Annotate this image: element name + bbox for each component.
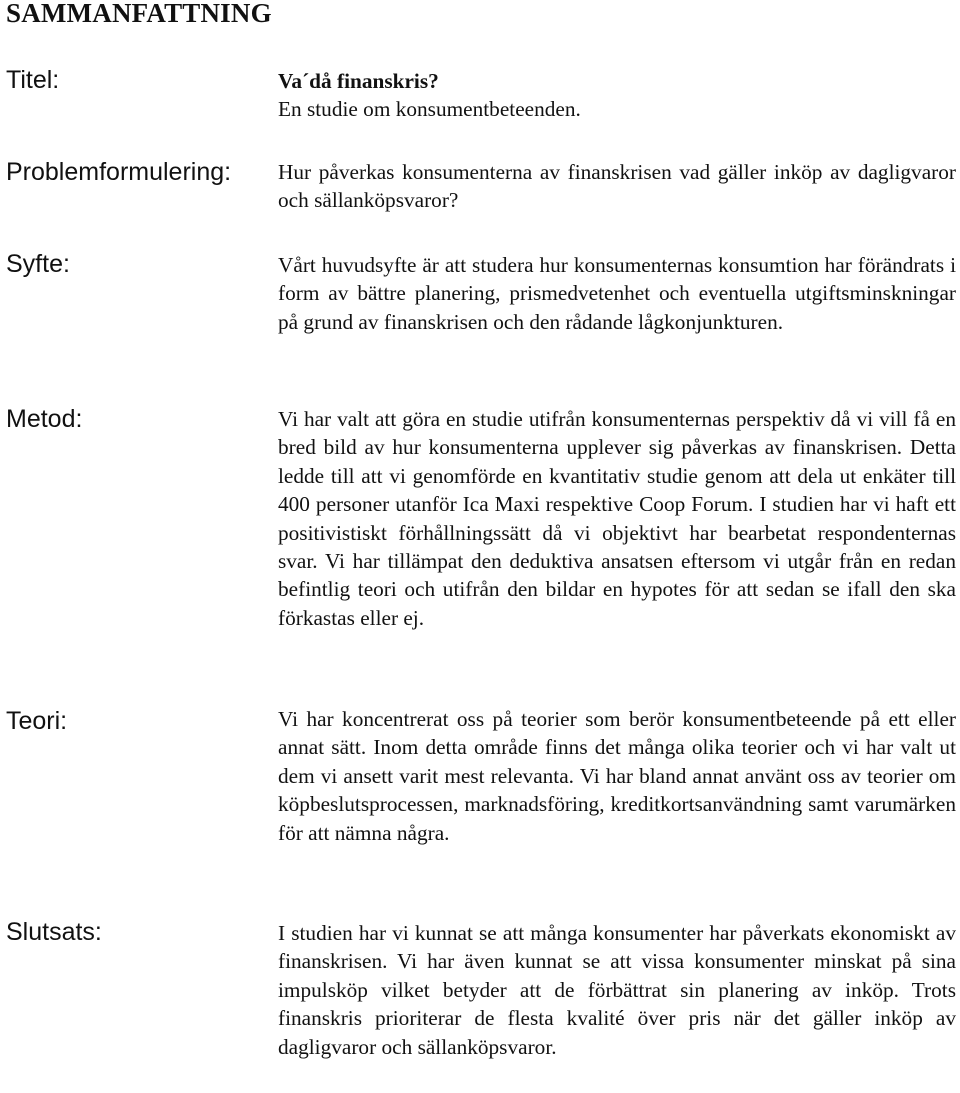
label-titel: Titel: bbox=[6, 66, 60, 94]
slutsats-text: I studien har vi kunnat se att många konsumenter har påverkats ekonomiskt av finanskrisen. Vi har även kunnat se att vissa konsumenter minskat på sina impulsköp vilket betyder att de förbättrat sin planering av inköp. Trots finanskris prioriterar de flesta kvalité över pris när det gäller inköp av dagligvaror och sällanköpsvaror. bbox=[278, 921, 956, 1059]
teori-text: Vi har koncentrerat oss på teorier som berör konsumentbeteende på ett eller annat sätt. Inom detta område finns det många olika teorier och vi har valt ut dem vi ansett varit mest relevanta. Vi har bland annat använt oss av teorier om köpbeslutsprocessen, marknadsföring, kreditkortsanvändning samt varumärken för att nämna några. bbox=[278, 707, 956, 845]
label-slutsats: Slutsats: bbox=[6, 918, 102, 946]
problem-text: Hur påverkas konsumenterna av finanskrisen vad gäller inköp av dagligvaror och sällanköpsvaror? bbox=[278, 160, 956, 213]
label-teori: Teori: bbox=[6, 707, 68, 735]
metod-text: Vi har valt att göra en studie utifrån konsumenternas perspektiv då vi vill få en bred bild av hur konsumenterna upplever sig påverkas av finanskrisen. Detta ledde till att vi genomförde en kvantitativ studie genom att dela ut enkäter till 400 personer utanför Ica Maxi respektive Coop Forum. I studien har vi haft ett positivistiskt förhållningssätt då vi objektivt har bearbetat respondenternas svar. Vi har tillämpat den deduktiva ansatsen eftersom vi utgår från en redan befintlig teori och utifrån den bildar en hypotes för att sedan se ifall den ska förkastas eller ej. bbox=[278, 407, 956, 630]
thesis-subtitle: En studie om konsumentbeteenden. bbox=[278, 97, 581, 122]
syfte-text: Vårt huvudsyfte är att studera hur konsumenternas konsumtion har förändrats i form av bättre planering, prismedvetenhet och eventuella utgiftsminskningar på grund av finanskrisen och den rådande lågkonjunkturen. bbox=[278, 253, 956, 334]
title-block bbox=[278, 67, 956, 124]
thesis-title: Va´då finanskris? bbox=[278, 69, 439, 93]
label-metod: Metod: bbox=[6, 405, 83, 433]
label-syfte: Syfte: bbox=[6, 250, 70, 278]
label-problemformulering: Problemformulering: bbox=[6, 158, 232, 186]
page-title: SAMMANFATTNING bbox=[6, 0, 272, 28]
